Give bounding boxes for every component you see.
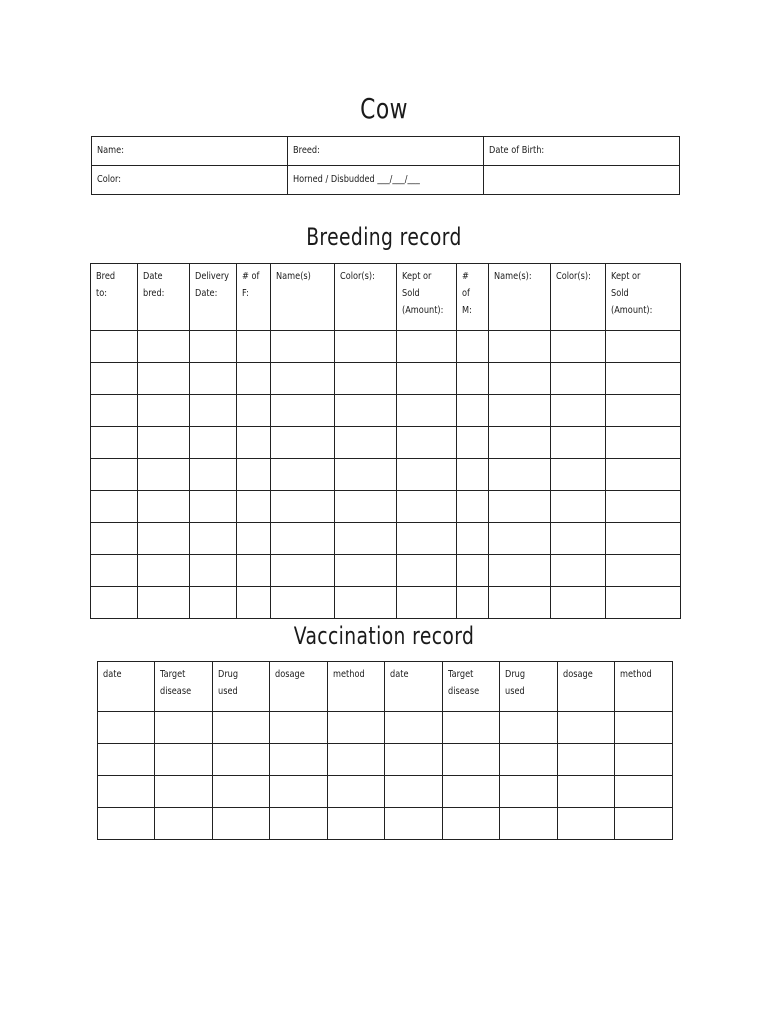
vaccination-header-label: Target disease [160, 669, 192, 697]
dob-label: Date of Birth: [489, 145, 545, 156]
vaccination-row [98, 776, 673, 808]
breeding-entry-cell[interactable] [91, 523, 138, 555]
name-label: Name: [97, 145, 124, 156]
breeding-entry-cell[interactable] [551, 555, 606, 587]
vaccination-header-label: dosage [563, 669, 593, 680]
breeding-entry-cell[interactable] [606, 427, 681, 459]
vaccination-header-label: Drug used [505, 669, 526, 697]
breeding-entry-cell[interactable] [335, 555, 397, 587]
breeding-header-cell [271, 264, 335, 331]
breeding-entry-cell[interactable] [237, 459, 271, 491]
breeding-entry-cell[interactable] [606, 523, 681, 555]
breeding-entry-cell[interactable] [457, 395, 489, 427]
vaccination-entry-cell[interactable] [98, 712, 155, 744]
breeding-header-label: # of M: [462, 271, 472, 316]
vaccination-entry-cell[interactable] [615, 776, 673, 808]
vaccination-header-cell [385, 662, 443, 712]
breeding-header-label: Kept or Sold (Amount): [402, 271, 444, 316]
breeding-entry-cell[interactable] [91, 363, 138, 395]
vaccination-header-cell [98, 662, 155, 712]
breeding-entry-cell[interactable] [397, 587, 457, 619]
breeding-entry-cell[interactable] [606, 491, 681, 523]
vaccination-entry-cell[interactable] [328, 712, 385, 744]
breeding-entry-cell[interactable] [335, 459, 397, 491]
breeding-entry-cell[interactable] [91, 331, 138, 363]
blank-field[interactable] [484, 166, 680, 195]
vaccination-entry-cell[interactable] [328, 808, 385, 840]
breeding-entry-cell[interactable] [551, 491, 606, 523]
breeding-entry-cell[interactable] [397, 491, 457, 523]
breeding-header-label: Delivery Date: [195, 271, 230, 299]
breeding-entry-cell[interactable] [190, 395, 237, 427]
vaccination-entry-cell[interactable] [213, 744, 270, 776]
breeding-entry-cell[interactable] [91, 491, 138, 523]
vaccination-entry-cell[interactable] [270, 744, 328, 776]
breeding-entry-cell[interactable] [138, 491, 190, 523]
breeding-header-cell [138, 264, 190, 331]
breeding-row [91, 331, 681, 363]
vaccination-header-label: Drug used [218, 669, 239, 697]
breeding-entry-cell[interactable] [190, 587, 237, 619]
breeding-entry-cell[interactable] [190, 331, 237, 363]
breeding-row [91, 523, 681, 555]
breeding-entry-cell[interactable] [271, 587, 335, 619]
breeding-header-cell [237, 264, 271, 331]
vaccination-entry-cell[interactable] [558, 808, 615, 840]
breeding-entry-cell[interactable] [190, 523, 237, 555]
breeding-entry-cell[interactable] [335, 491, 397, 523]
vaccination-record-table [97, 661, 673, 840]
vaccination-entry-cell[interactable] [155, 744, 213, 776]
vaccination-entry-cell[interactable] [500, 776, 558, 808]
vaccination-entry-cell[interactable] [213, 712, 270, 744]
breeding-entry-cell[interactable] [138, 523, 190, 555]
vaccination-entry-cell[interactable] [500, 744, 558, 776]
breeding-row [91, 395, 681, 427]
breeding-header-label: Color(s): [556, 271, 591, 282]
breeding-record-title: Breeding record [306, 223, 462, 251]
breeding-entry-cell[interactable] [335, 395, 397, 427]
breeding-entry-cell[interactable] [138, 555, 190, 587]
name-field[interactable] [92, 137, 288, 166]
vaccination-header-cell [443, 662, 500, 712]
breeding-entry-cell[interactable] [335, 587, 397, 619]
breeding-entry-cell[interactable] [489, 491, 551, 523]
vaccination-entry-cell[interactable] [558, 744, 615, 776]
page-title: Cow [360, 92, 408, 125]
vaccination-header-cell [328, 662, 385, 712]
breeding-header-cell [91, 264, 138, 331]
vaccination-entry-cell[interactable] [155, 808, 213, 840]
breeding-header-cell [489, 264, 551, 331]
breeding-entry-cell[interactable] [271, 555, 335, 587]
vaccination-entry-cell[interactable] [270, 808, 328, 840]
breeding-entry-cell[interactable] [335, 427, 397, 459]
vaccination-entry-cell[interactable] [500, 712, 558, 744]
breeding-header-cell [606, 264, 681, 331]
breeding-header-label: # of F: [242, 271, 260, 299]
vaccination-entry-cell[interactable] [155, 712, 213, 744]
breeding-entry-cell[interactable] [551, 363, 606, 395]
vaccination-entry-cell[interactable] [270, 712, 328, 744]
breeding-entry-cell[interactable] [237, 587, 271, 619]
vaccination-header-cell [270, 662, 328, 712]
breeding-entry-cell[interactable] [551, 459, 606, 491]
breeding-entry-cell[interactable] [457, 523, 489, 555]
breeding-entry-cell[interactable] [138, 587, 190, 619]
breeding-entry-cell[interactable] [271, 523, 335, 555]
breeding-entry-cell[interactable] [551, 427, 606, 459]
breeding-header-label: Name(s): [494, 271, 532, 282]
vaccination-entry-cell[interactable] [385, 776, 443, 808]
breeding-entry-cell[interactable] [397, 427, 457, 459]
breeding-entry-cell[interactable] [606, 331, 681, 363]
vaccination-row [98, 712, 673, 744]
breeding-entry-cell[interactable] [190, 555, 237, 587]
vaccination-entry-cell[interactable] [328, 776, 385, 808]
breeding-row [91, 427, 681, 459]
breeding-entry-cell[interactable] [397, 459, 457, 491]
vaccination-header-row [98, 662, 673, 712]
breeding-header-label: Bred to: [96, 271, 116, 299]
vaccination-header-cell [500, 662, 558, 712]
vaccination-header-label: method [333, 669, 365, 680]
breeding-entry-cell[interactable] [606, 395, 681, 427]
breeding-entry-cell[interactable] [271, 363, 335, 395]
breeding-entry-cell[interactable] [271, 459, 335, 491]
breeding-entry-cell[interactable] [335, 523, 397, 555]
breeding-record-table [90, 263, 681, 619]
vaccination-entry-cell[interactable] [270, 776, 328, 808]
vaccination-entry-cell[interactable] [615, 808, 673, 840]
vaccination-entry-cell[interactable] [385, 712, 443, 744]
vaccination-entry-cell[interactable] [443, 712, 500, 744]
vaccination-entry-cell[interactable] [328, 744, 385, 776]
breeding-entry-cell[interactable] [138, 427, 190, 459]
breeding-entry-cell[interactable] [397, 523, 457, 555]
breeding-entry-cell[interactable] [237, 427, 271, 459]
dob-field[interactable] [484, 137, 680, 166]
breeding-row [91, 491, 681, 523]
horned-field[interactable] [288, 166, 484, 195]
breeding-entry-cell[interactable] [606, 459, 681, 491]
breeding-entry-cell[interactable] [335, 331, 397, 363]
breeding-entry-cell[interactable] [489, 555, 551, 587]
breeding-entry-cell[interactable] [190, 363, 237, 395]
breeding-entry-cell[interactable] [489, 363, 551, 395]
horned-label: Horned / Disbudded ___/___/___ [293, 174, 420, 185]
breeding-entry-cell[interactable] [91, 395, 138, 427]
vaccination-entry-cell[interactable] [98, 808, 155, 840]
breeding-entry-cell[interactable] [489, 395, 551, 427]
breeding-header-cell [397, 264, 457, 331]
breeding-entry-cell[interactable] [138, 395, 190, 427]
vaccination-entry-cell[interactable] [443, 776, 500, 808]
breeding-entry-cell[interactable] [457, 459, 489, 491]
breeding-entry-cell[interactable] [138, 459, 190, 491]
vaccination-entry-cell[interactable] [558, 776, 615, 808]
vaccination-row [98, 744, 673, 776]
vaccination-entry-cell[interactable] [443, 808, 500, 840]
breeding-entry-cell[interactable] [271, 395, 335, 427]
breeding-header-row [91, 264, 681, 331]
breeding-row [91, 459, 681, 491]
vaccination-header-label: dosage [275, 669, 305, 680]
breeding-entry-cell[interactable] [138, 331, 190, 363]
breeding-entry-cell[interactable] [237, 331, 271, 363]
breeding-entry-cell[interactable] [551, 331, 606, 363]
breeding-header-cell [551, 264, 606, 331]
breeding-entry-cell[interactable] [489, 523, 551, 555]
breeding-entry-cell[interactable] [271, 491, 335, 523]
breeding-entry-cell[interactable] [397, 363, 457, 395]
breeding-entry-cell[interactable] [237, 363, 271, 395]
vaccination-entry-cell[interactable] [98, 776, 155, 808]
vaccination-entry-cell[interactable] [213, 776, 270, 808]
breeding-entry-cell[interactable] [271, 427, 335, 459]
breeding-header-cell [335, 264, 397, 331]
vaccination-entry-cell[interactable] [615, 744, 673, 776]
breeding-entry-cell[interactable] [457, 491, 489, 523]
vaccination-header-cell [615, 662, 673, 712]
breeding-row [91, 363, 681, 395]
vaccination-record-title: Vaccination record [293, 622, 475, 650]
vaccination-entry-cell[interactable] [213, 808, 270, 840]
breeding-entry-cell[interactable] [489, 587, 551, 619]
breeding-entry-cell[interactable] [457, 587, 489, 619]
vaccination-header-label: method [620, 669, 652, 680]
vaccination-header-label: Target disease [448, 669, 480, 697]
breeding-entry-cell[interactable] [397, 331, 457, 363]
vaccination-entry-cell[interactable] [615, 712, 673, 744]
color-field[interactable] [92, 166, 288, 195]
breeding-entry-cell[interactable] [237, 395, 271, 427]
breeding-entry-cell[interactable] [335, 363, 397, 395]
breeding-entry-cell[interactable] [489, 331, 551, 363]
breeding-entry-cell[interactable] [190, 459, 237, 491]
breeding-entry-cell[interactable] [91, 587, 138, 619]
breeding-entry-cell[interactable] [237, 523, 271, 555]
vaccination-header-label: date [390, 669, 409, 680]
breeding-entry-cell[interactable] [457, 427, 489, 459]
breeding-row [91, 555, 681, 587]
breeding-entry-cell[interactable] [91, 459, 138, 491]
breeding-entry-cell[interactable] [489, 459, 551, 491]
breeding-header-label: Color(s): [340, 271, 375, 282]
vaccination-entry-cell[interactable] [385, 808, 443, 840]
vaccination-header-cell [558, 662, 615, 712]
color-label: Color: [97, 174, 122, 185]
vaccination-header-cell [213, 662, 270, 712]
breed-field[interactable] [288, 137, 484, 166]
breeding-header-cell [190, 264, 237, 331]
breeding-entry-cell[interactable] [457, 331, 489, 363]
breeding-entry-cell[interactable] [397, 555, 457, 587]
breeding-header-cell [457, 264, 489, 331]
breeding-entry-cell[interactable] [190, 491, 237, 523]
breeding-entry-cell[interactable] [606, 555, 681, 587]
breeding-entry-cell[interactable] [551, 587, 606, 619]
vaccination-entry-cell[interactable] [443, 744, 500, 776]
vaccination-header-cell [155, 662, 213, 712]
breeding-entry-cell[interactable] [237, 555, 271, 587]
vaccination-header-label: date [103, 669, 122, 680]
breeding-entry-cell[interactable] [138, 363, 190, 395]
vaccination-entry-cell[interactable] [155, 776, 213, 808]
breeding-entry-cell[interactable] [606, 587, 681, 619]
vaccination-entry-cell[interactable] [98, 744, 155, 776]
breeding-entry-cell[interactable] [457, 363, 489, 395]
vaccination-entry-cell[interactable] [385, 744, 443, 776]
breeding-header-label: Kept or Sold (Amount): [611, 271, 653, 316]
breeding-entry-cell[interactable] [489, 427, 551, 459]
breeding-entry-cell[interactable] [190, 427, 237, 459]
breeding-row [91, 587, 681, 619]
breeding-entry-cell[interactable] [237, 491, 271, 523]
breeding-entry-cell[interactable] [457, 555, 489, 587]
breed-label: Breed: [293, 145, 320, 156]
breeding-entry-cell[interactable] [397, 395, 457, 427]
breeding-entry-cell[interactable] [551, 523, 606, 555]
breeding-entry-cell[interactable] [551, 395, 606, 427]
breeding-header-label: Date bred: [143, 271, 165, 299]
breeding-entry-cell[interactable] [91, 427, 138, 459]
breeding-entry-cell[interactable] [271, 331, 335, 363]
breeding-entry-cell[interactable] [606, 363, 681, 395]
vaccination-entry-cell[interactable] [558, 712, 615, 744]
breeding-entry-cell[interactable] [91, 555, 138, 587]
vaccination-row [98, 808, 673, 840]
cow-info-table [91, 136, 680, 195]
vaccination-entry-cell[interactable] [500, 808, 558, 840]
breeding-header-label: Name(s) [276, 271, 311, 282]
